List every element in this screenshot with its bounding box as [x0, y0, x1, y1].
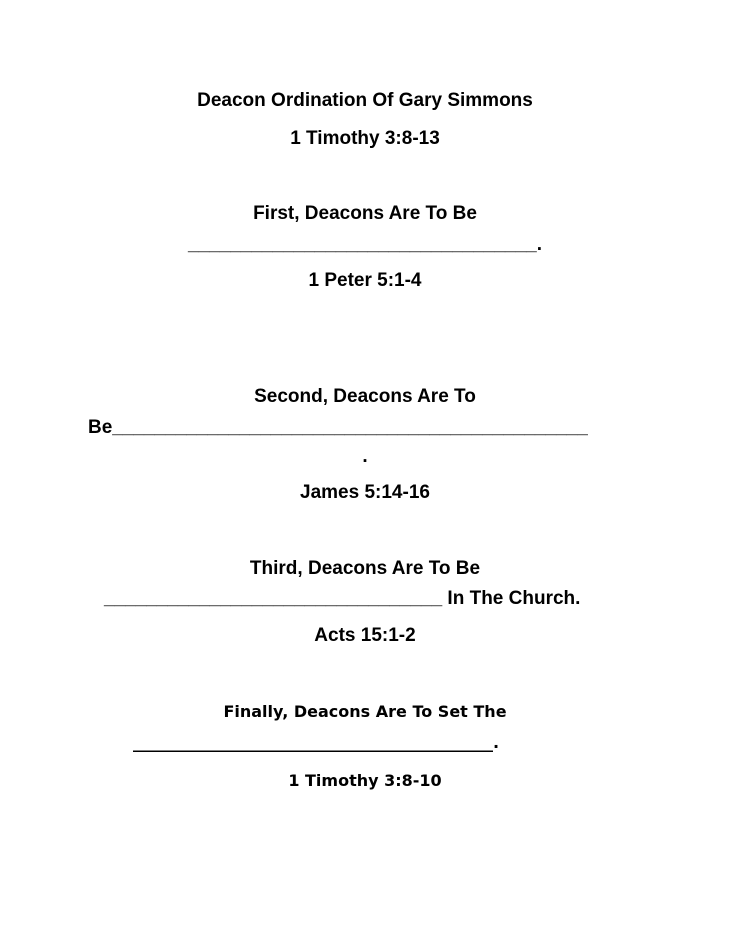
section-1-heading: First, Deacons Are To Be: [253, 203, 477, 224]
section-2-trailing-period: .: [362, 446, 368, 467]
main-scripture-reference: 1 Timothy 3:8-13: [290, 128, 440, 149]
section-2-reference: James 5:14-16: [300, 482, 430, 503]
section-4-heading: Finally, Deacons Are To Set The: [223, 702, 507, 721]
section-4-blank-line: _____________________________________________.: [133, 733, 500, 752]
section-3-heading: Third, Deacons Are To Be: [249, 558, 481, 579]
section-3-blank-line: ________________________________ In The Church.: [104, 588, 581, 609]
section-1-blank-line: _________________________________.: [188, 234, 542, 255]
section-3-reference: Acts 15:1-2: [314, 625, 416, 646]
section-2-blank-line: Be_____________________________________________: [88, 417, 588, 438]
section-2-heading: Second, Deacons Are To: [254, 386, 476, 407]
section-1-reference: 1 Peter 5:1-4: [308, 270, 422, 291]
section-4-reference: 1 Timothy 3:8-10: [288, 771, 442, 790]
page-title: Deacon Ordination Of Gary Simmons: [197, 90, 533, 111]
